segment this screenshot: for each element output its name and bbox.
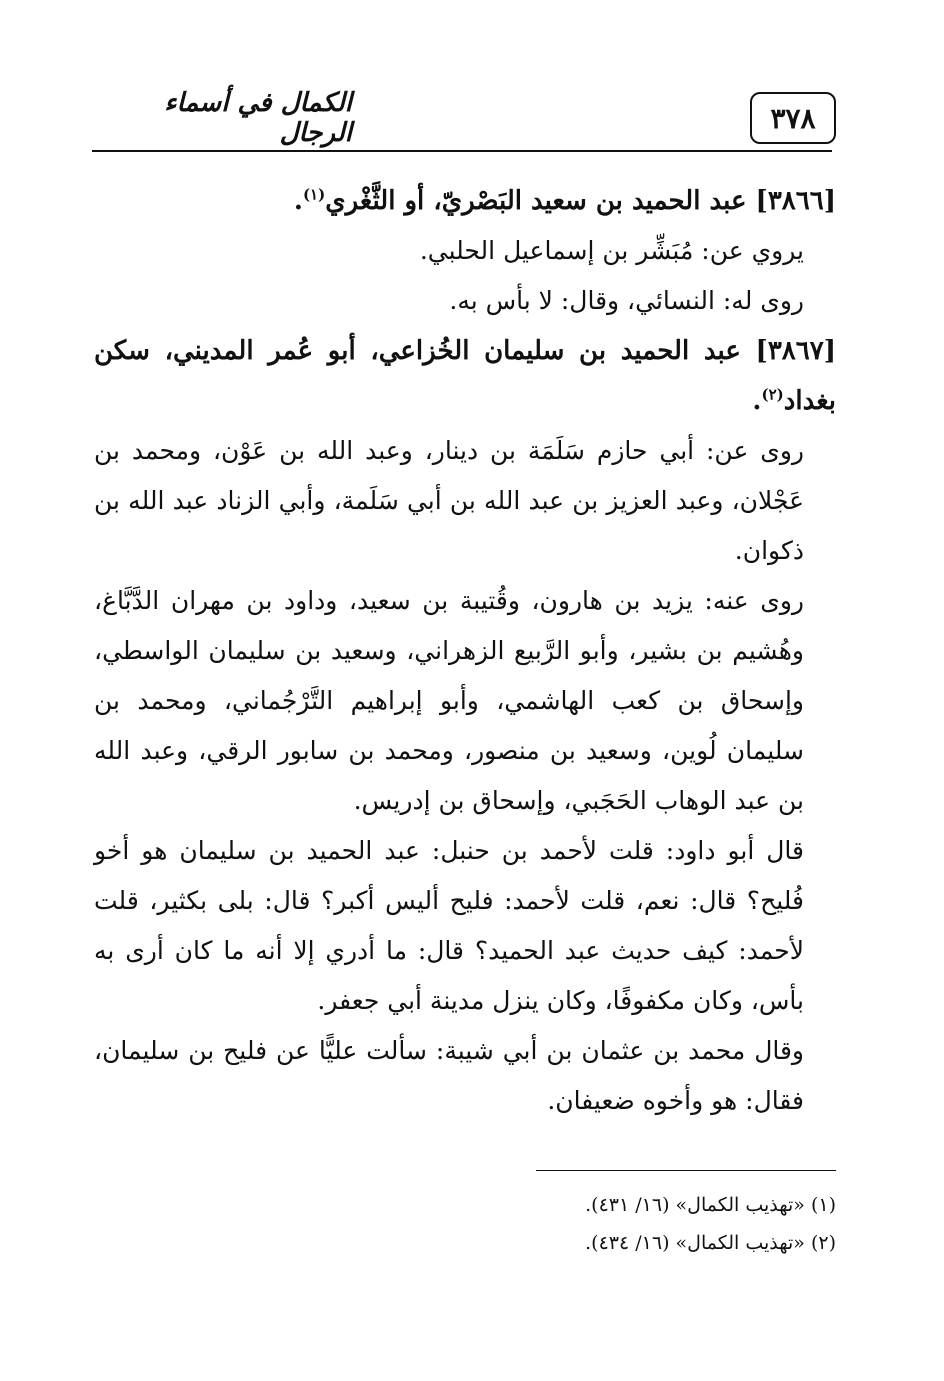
footnote-item: (٢) «تهذيب الكمال» (١٦/ ٤٣٤).	[585, 1232, 836, 1254]
narrated-from: يروي عن: مُبَشِّر بن إسماعيل الحلبي.	[419, 236, 804, 265]
footnote-divider	[536, 1170, 836, 1171]
narrated-by: روى عنه: يزيد بن هارون، وقُتيبة بن سعيد، وداود بن مهران الدَّبَّاغ، وهُشيم بن بشير، وأبو الرَّبيع الزهراني، وسعيد بن سليمان الواسطي، وإسحاق بن كعب الهاشمي، وأبو إبراهيم التَّرْجُماني، ومحمد بن سليمان لُوين، وسعيد بن منصور، ومحمد بن سابور الرقي، وعبد الله بن عبد الوهاب الحَجَبي، وإسحاق بن إدريس.	[94, 586, 804, 815]
entry-heading	[94, 326, 836, 426]
footnote-ref: (١)	[302, 185, 326, 204]
main-text	[94, 176, 836, 1126]
book-title-text: الكمال في أسماء الرجال	[164, 88, 352, 148]
footnote-ref: (٢)	[761, 385, 784, 404]
page-number-text: ٣٧٨	[770, 101, 816, 135]
entry-heading-text: [٣٨٦٧] عبد الحميد بن سليمان الخُزاعي، أبو عُمر المديني، سكن بغداد	[94, 336, 836, 416]
footnote-item: (١) «تهذيب الكمال» (١٦/ ٤٣١).	[585, 1194, 836, 1216]
book-title	[92, 88, 352, 148]
ibn-abi-shaybah-statement: وقال محمد بن عثمان بن أبي شيبة: سألت عليًّا عن فليح بن سليمان، فقال: هو وأخوه ضعيفان.	[94, 1036, 804, 1115]
narrated-from: روى عن: أبي حازم سَلَمَة بن دينار، وعبد الله بن عَوْن، ومحمد بن عَجْلان، وعبد العزيز بن عبد الله بن أبي سَلَمة، وأبي الزناد عبد الله بن ذكوان.	[94, 436, 804, 565]
narrated-by: روى له: النسائي، وقال: لا بأس به.	[449, 286, 804, 315]
entry-heading-end: .	[752, 386, 762, 416]
page-number	[750, 92, 836, 144]
header-divider	[92, 150, 832, 152]
entry-heading-end: .	[293, 186, 303, 216]
entry-heading	[94, 176, 836, 226]
abu-dawud-statement: قال أبو داود: قلت لأحمد بن حنبل: عبد الحميد بن سليمان هو أخو فُليح؟ قال: نعم، قلت لأحمد: فليح أليس أكبر؟ قال: بلى بكثير، قلت لأحمد: كيف حديث عبد الحميد؟ قال: ما أدري إلا أنه ما كان أرى به بأس، وكان مكفوفًا، وكان ينزل مدينة أبي جعفر.	[94, 836, 804, 1015]
footnotes	[94, 1186, 836, 1262]
entry-heading-text: [٣٨٦٦] عبد الحميد بن سعيد البَصْريّ، أو الثَّغْري	[325, 186, 836, 216]
